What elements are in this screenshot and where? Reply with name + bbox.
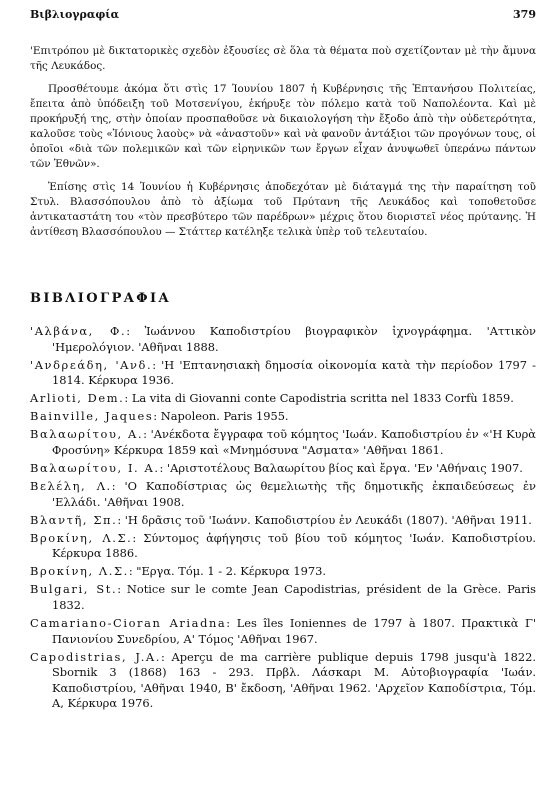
- bibliography-entry: [30, 461, 536, 477]
- bibliography-entry: [30, 616, 536, 647]
- entry-text: : 'Η 'Επτανησιακὴ δημοσία οἰκονομία κατὰ τὴν περίοδον 1797 - 1814. Κέρκυρα 1936.: [52, 357, 536, 388]
- entry-text: : "Εργα. Τόμ. 1 - 2. Κέρκυρα 1973.: [128, 564, 326, 579]
- entry-text: : La vita di Giovanni conte Capodistria scritta nel 1833 Corfù 1859.: [124, 391, 514, 406]
- bibliography-entry: [30, 358, 536, 389]
- entry-text: : Les îles Ioniennes de 1797 à 1807. Πρακτικὰ Γ' Πανιονίου Συνεδρίου, Α' Τόμος 'Αθῆναι 1967.: [52, 616, 536, 646]
- bibliography-list: [30, 324, 536, 714]
- bibliography-entry: [30, 582, 536, 613]
- bibliography-entry: [30, 513, 536, 529]
- entry-text: : Ἰωάννου Καποδιστρίου βιογραφικὸν ἰχνογράφημα. 'Αττικὸν 'Ημερολόγιον. 'Αθῆναι 1888.: [52, 324, 536, 354]
- running-header: [30, 8, 536, 21]
- intro-paragraph: Ἐπίσης στὶς 14 Ἰουνίου ἡ Κυβέρνησις ἀποδεχόταν μὲ διάταγμά της τὴν παραίτηση τοῦ Στυλ. Βλασσόπουλου ἀπὸ τὸ ἀξίωμα τοῦ Πρύτανη τῆς Λευκάδος καὶ τοποθετοῦσε ἀντικαταστάτη του «τὸν πρεσβύτερο τῶν παρέδρων» μέχρις ὅτου διοριστεῖ νέος πρύτανης. Ἡ ἀντίθεση Βλασσόπουλου — Στάττερ κατέληξε τελικὰ ὑπὲρ τοῦ τελευταίου.: [30, 181, 536, 238]
- entry-author: Βαλαωρίτου, Ι. Α.: [30, 460, 160, 475]
- entry-text: : 'Αριστοτέλους Βαλαωρίτου βίος καὶ ἔργα. 'Εν 'Αθήναις 1907.: [159, 460, 523, 475]
- entry-text: : 'Ανέκδοτα ἔγγραφα τοῦ κόμητος 'Ιωάν. Καποδιστρίου ἐν «'Η Κυρὰ Φροσύνη» Κέρκυρα 1859 καὶ «Μνημόσυνα "Ασματα» 'Αθῆναι 1861.: [52, 427, 536, 457]
- entry-author: Βλαντῆ, Σπ.: [30, 512, 118, 527]
- entry-author: Βροκίνη, Λ.Σ.: [30, 530, 133, 545]
- bibliography-entry: [30, 324, 536, 355]
- entry-author: Camariano-Cioran Ariadna: [30, 616, 227, 631]
- entry-text: : Σύντομος ἀφήγησις τοῦ βίου τοῦ κόμητος 'Ιωάν. Καποδιστρίου. Κέρκυρα 1886.: [52, 530, 536, 561]
- intro-text: [30, 44, 536, 240]
- page-number: 379: [513, 8, 536, 21]
- bibliography-entry: [30, 531, 536, 562]
- running-title: Βιβλιογραφία: [30, 8, 120, 21]
- entry-author: Βαλαωρίτου, Α.: [30, 427, 144, 442]
- entry-author: 'Ανδρεάδη, 'Ανδ.: [30, 357, 153, 372]
- bibliography-entry: [30, 427, 536, 458]
- entry-author: Bulgari, St.: [30, 582, 118, 597]
- bibliography-entry: [30, 409, 536, 425]
- entry-author: 'Αλβάνα, Φ.: [30, 324, 127, 338]
- entry-text: : 'Η δρᾶσις τοῦ 'Ιωάνν. Καποδιστρίου ἐν Λευκάδι (1807). 'Αθῆναι 1911.: [117, 512, 532, 527]
- section-title: ΒΙΒΛΙΟΓΡΑΦΙΑ: [30, 291, 171, 306]
- entry-text: : Napoleon. Paris 1955.: [153, 409, 289, 424]
- entry-text: : Notice sur le comte Jean Capodistrias, président de la Grèce. Paris 1832.: [52, 582, 536, 612]
- entry-author: Capodistrias, J.A.: [30, 649, 161, 664]
- entry-text: : 'Ο Καποδίστριας ὡς θεμελιωτὴς τῆς δημοτικῆς ἐκπαιδεύσεως ἐν 'Ελλάδι. 'Αθῆναι 1908.: [52, 479, 536, 509]
- intro-paragraph: Προσθέτουμε ἀκόμα ὅτι στὶς 17 Ἰουνίου 1807 ἡ Κυβέρνησις τῆς Ἑπτανήσου Πολιτείας, ἔπειτα ἀπὸ ὑπόδειξη τοῦ Μοτσενίγου, ἐκήρυξε τὸν πόλεμο κατὰ τοῦ Ναπολέοντα. Καὶ μὲ προκήρυξή της, στὴν ὁποίαν προσπαθοῦσε νὰ δικαιολογήση τὴν ἔξοδο ἀπὸ τὴν οὐδετερότητα, καλοῦσε τοὺς «Ἰόνιους λαοὺς» νὰ «ἀναστοῦν» καὶ νὰ φανοῦν ἀντάξιοι τῶν προγόνων τους, οἱ ὁποῖοι «διὰ τῶν πολεμικῶν καὶ τῶν εἰρηνικῶν των ἔργων εἶχαν ἀνυψωθεῖ ὑπεράνω πάντων τῶν Ἐθνῶν».: [30, 83, 536, 170]
- entry-text: : Aperçu de ma carrière publique depuis 1798 jusqu'à 1822. Sbornik 3 (1868) 163 - 293. Πρβλ. Λάσκαρι Μ. Αὐτοβιογραφία 'Ιωάν. Καποδιστρίου, 'Αθῆναι 1940, Β' ἔκδοση, 'Αθῆναι 1962. 'Αρχεῖον Καποδίστρια, Τόμ. Α, Κέρκυρα 1976.: [52, 649, 536, 711]
- entry-author: Βροκίνη, Λ.Σ.: [30, 564, 129, 579]
- bibliography-entry: [30, 391, 536, 407]
- bibliography-entry: [30, 479, 536, 510]
- entry-author: Bainville, Jaques: [30, 409, 154, 424]
- intro-paragraph: 'Επιτρόπου μὲ δικτατορικὲς σχεδὸν ἐξουσίες σὲ ὅλα τὰ θέματα ποὺ σχετίζονταν μὲ τὴν ἄμυνα τῆς Λευκάδος.: [30, 45, 536, 72]
- bibliography-entry: [30, 564, 536, 580]
- bibliography-entry: [30, 650, 536, 712]
- entry-author: Βελέλη, Λ.: [30, 479, 112, 494]
- entry-author: Arlioti, Dem.: [30, 391, 125, 406]
